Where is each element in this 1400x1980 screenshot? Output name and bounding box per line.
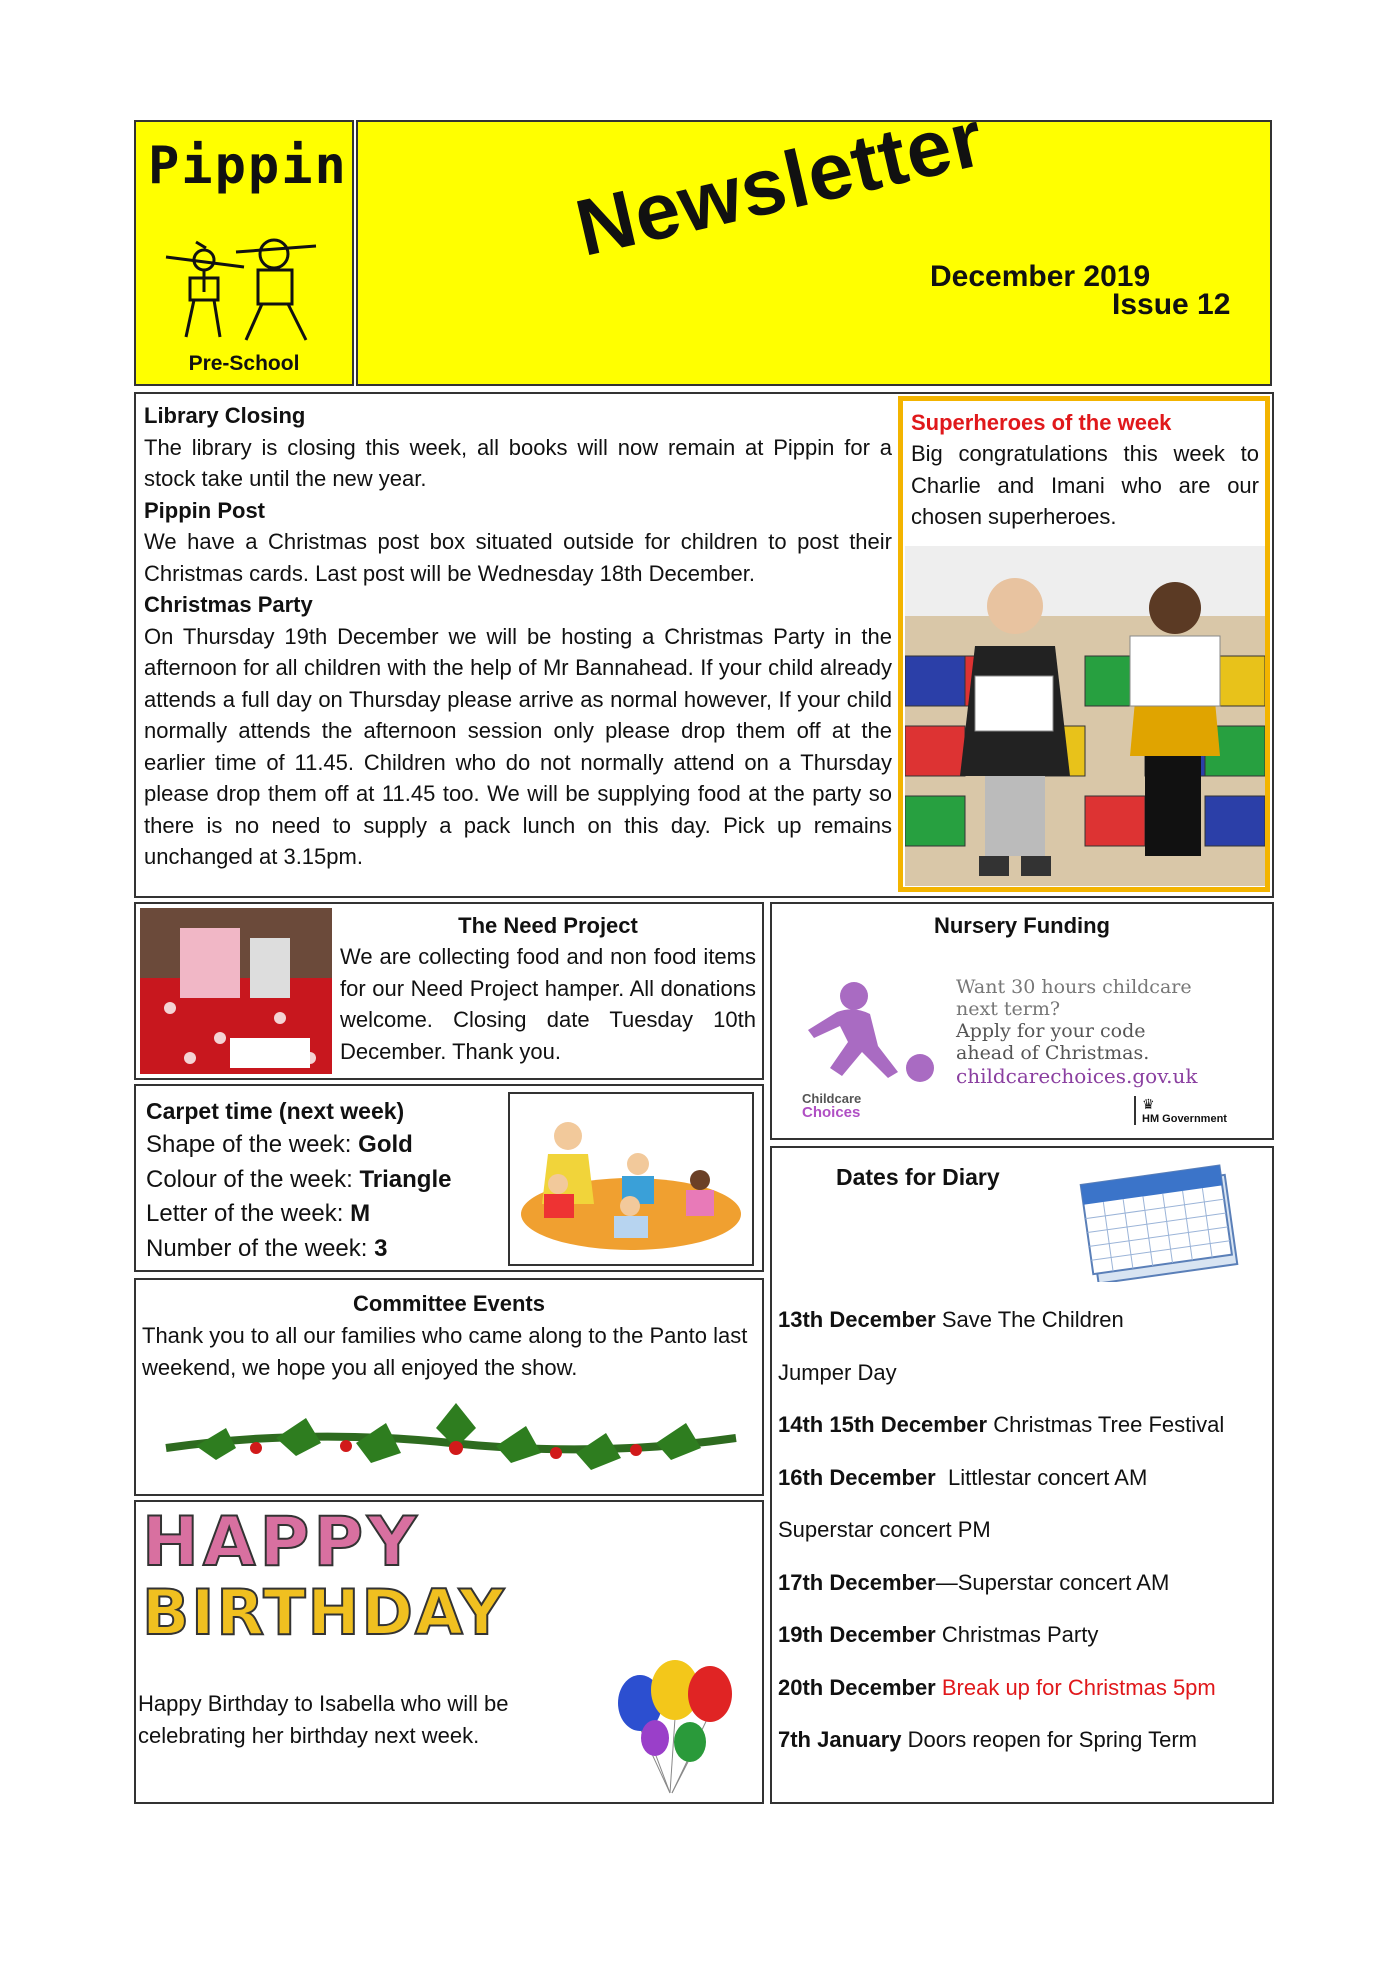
party-text: On Thursday 19th December we will be hosting a Christmas Party in the afternoon for all children with the help of Mr Bannahead. If your child already attends a full day on Thursday please arrive as normal however, If your child normally attends the afternoon session only please drop them off at the earlier time of 11.45. Children who do not normally attend on a Thursday please drop them off at 11.45 too. We will be supplying food at the party so there is no need to supply a pack lunch on this day. Pick up remains unchanged at 3.15pm. bbox=[144, 623, 892, 869]
birthday-text: Happy Birthday to Isabella who will be celebrating her birthday next week. bbox=[138, 1691, 509, 1748]
diary-entry bbox=[778, 1714, 1268, 1767]
holly-garland-icon bbox=[156, 1398, 746, 1488]
childcare-brand bbox=[802, 1092, 861, 1120]
funding-heading: Nursery Funding bbox=[933, 913, 1110, 938]
diary-entry-date: 19th December bbox=[778, 1622, 936, 1647]
calendar-icon bbox=[1072, 1152, 1252, 1282]
post-heading: Pippin Post bbox=[144, 497, 265, 523]
diary-entry-date: 14th 15th December bbox=[778, 1412, 988, 1437]
colour-row bbox=[146, 1163, 451, 1198]
library-text: The library is closing this week, all books will now remain at Pippin for a stock take until the new year. bbox=[144, 434, 892, 491]
number-value: 3 bbox=[374, 1234, 388, 1262]
shape-label: Shape of the week: bbox=[146, 1131, 359, 1158]
party-heading: Christmas Party bbox=[144, 592, 313, 617]
diary-entry bbox=[778, 1347, 1268, 1400]
stick-figures-icon bbox=[146, 222, 346, 342]
ad-url: childcarechoices.gov.uk bbox=[956, 1064, 1198, 1088]
birthday-banner: BIRTHDAY bbox=[142, 1576, 506, 1649]
funding-ad bbox=[956, 976, 1198, 1088]
letter-label: Letter of the week: bbox=[146, 1200, 351, 1227]
hamper-photo bbox=[140, 908, 332, 1074]
ad-line-2: next term? bbox=[956, 998, 1061, 1020]
number-label: Number of the week: bbox=[146, 1234, 375, 1262]
diary-entry-date: 16th December bbox=[778, 1464, 936, 1490]
balloons-icon bbox=[610, 1658, 740, 1798]
diary-entry bbox=[778, 1452, 1268, 1505]
diary-entry-date: 17th December bbox=[778, 1569, 936, 1595]
diary-entry bbox=[778, 1557, 1268, 1610]
committee-heading: Committee Events bbox=[353, 1291, 545, 1316]
superheroes-text: Big congratulations this week to Charlie and Imani who are our chosen superheroes. bbox=[911, 441, 1259, 529]
issue-number: Issue 12 bbox=[1112, 288, 1231, 321]
crest-icon: ♛ bbox=[1142, 1096, 1155, 1112]
post-text: We have a Christmas post box situated outside for children to post their Christmas cards. Last post will be Wednesday 18th December. bbox=[144, 529, 892, 586]
diary-entry bbox=[778, 1399, 1268, 1452]
committee-text: Thank you to all our families who came along to the Panto last weekend, we hope you all enjoyed the show. bbox=[142, 1323, 748, 1380]
diary-entry-text: Littlestar concert AM bbox=[935, 1464, 1148, 1490]
superheroes-panel bbox=[898, 396, 1270, 892]
diary-entry-text: Christmas Party bbox=[935, 1622, 1099, 1647]
carpet-content bbox=[146, 1094, 451, 1266]
superheroes-heading: Superheroes of the week bbox=[911, 410, 1172, 435]
gov-logo bbox=[1134, 1096, 1227, 1125]
superheroes-photo bbox=[905, 546, 1265, 886]
diary-entry-date: 20th December bbox=[778, 1674, 936, 1700]
shape-value: Gold bbox=[358, 1131, 413, 1158]
need-project-box bbox=[134, 902, 764, 1080]
diary-entry-text: Superstar concert PM bbox=[778, 1517, 991, 1542]
diary-entry-text: Jumper Day bbox=[778, 1359, 897, 1385]
diary-entry-text: —Superstar concert AM bbox=[935, 1569, 1170, 1595]
logo-box bbox=[134, 120, 354, 386]
carpet-time-illustration bbox=[508, 1092, 754, 1266]
diary-heading: Dates for Diary bbox=[836, 1164, 1000, 1190]
ad-line-4: ahead of Christmas. bbox=[956, 1042, 1150, 1064]
birthday-box bbox=[134, 1500, 764, 1804]
need-project-heading: The Need Project bbox=[458, 913, 638, 938]
number-row bbox=[146, 1232, 451, 1267]
child-kicking-ball-icon bbox=[792, 976, 942, 1086]
ad-line-3: Apply for your code bbox=[956, 1020, 1146, 1042]
funding-box bbox=[770, 902, 1274, 1140]
logo-subtitle: Pre-School bbox=[188, 352, 300, 375]
ad-line-1: Want 30 hours childcare bbox=[956, 976, 1192, 998]
diary-box bbox=[770, 1146, 1274, 1804]
need-project-text: We are collecting food and non food items for our Need Project hamper. All donations welcome. Closing date Tuesday 10th December. Thank you. bbox=[340, 944, 756, 1064]
letter-row bbox=[146, 1197, 451, 1232]
diary-entry-text: Doors reopen for Spring Term bbox=[901, 1727, 1198, 1752]
diary-entry bbox=[778, 1609, 1268, 1662]
brand-word-1: Childcare bbox=[802, 1091, 862, 1106]
carpet-heading: Carpet time (next week) bbox=[146, 1098, 405, 1124]
diary-entry-date: 7th January bbox=[778, 1727, 902, 1752]
diary-list bbox=[778, 1294, 1268, 1767]
title-box bbox=[356, 92, 1272, 386]
issue-date: December 2019 bbox=[930, 260, 1151, 293]
carpet-box bbox=[134, 1084, 764, 1272]
letter-value: M bbox=[350, 1200, 371, 1227]
happy-banner: HAPPY bbox=[142, 1503, 421, 1582]
diary-entry-text: Christmas Tree Festival bbox=[987, 1412, 1225, 1437]
library-heading: Library Closing bbox=[144, 403, 306, 428]
shape-row bbox=[146, 1128, 451, 1163]
diary-entry-date: 13th December bbox=[778, 1307, 936, 1332]
diary-entry bbox=[778, 1662, 1268, 1715]
logo-name: Pippin bbox=[148, 136, 348, 196]
diary-entry-text: Save The Children bbox=[935, 1307, 1124, 1332]
diary-entry-text: Break up for Christmas 5pm bbox=[935, 1674, 1216, 1700]
newsletter-title: Newsletter bbox=[567, 92, 992, 273]
committee-box bbox=[134, 1278, 764, 1496]
brand-word-2: Choices bbox=[802, 1104, 861, 1121]
colour-label: Colour of the week: bbox=[146, 1165, 360, 1193]
news-box bbox=[134, 392, 1274, 898]
diary-entry bbox=[778, 1504, 1268, 1557]
colour-value: Triangle bbox=[359, 1165, 452, 1193]
diary-entry bbox=[778, 1294, 1268, 1347]
gov-name: HM Government bbox=[1142, 1113, 1227, 1125]
